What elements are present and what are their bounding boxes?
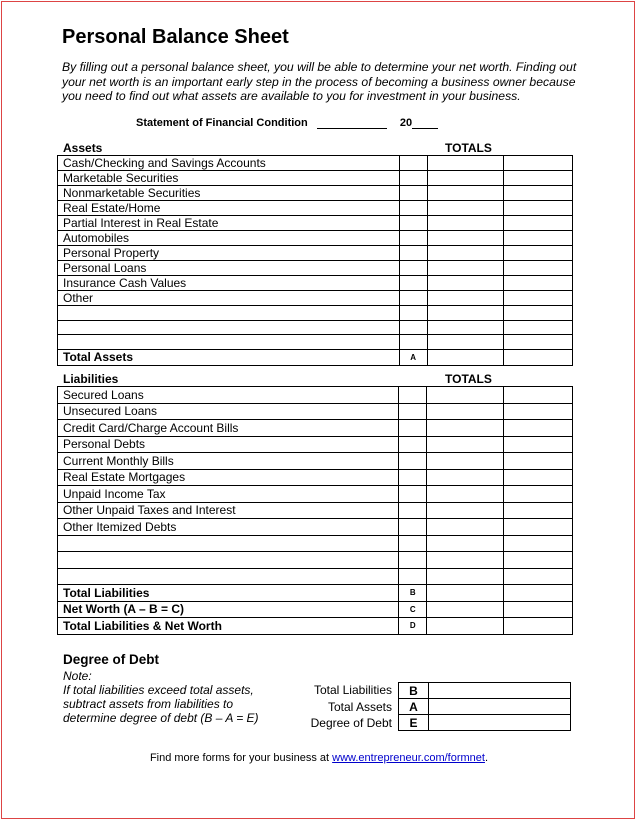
asset-row [58, 156, 573, 171]
liability-label: Current Monthly Bills [58, 453, 399, 470]
totals-cell[interactable] [427, 335, 503, 350]
total-assets-label: Total Assets [58, 349, 400, 365]
amount-cell[interactable] [399, 201, 427, 216]
totals-cell[interactable] [427, 535, 504, 552]
amount-cell[interactable] [399, 436, 427, 453]
extra-cell[interactable] [504, 156, 573, 171]
extra-cell[interactable] [504, 453, 573, 470]
totals-cell[interactable] [427, 403, 504, 420]
degree-label: Degree of Debt [310, 716, 392, 730]
asset-row [58, 335, 573, 350]
asset-label: Nonmarketable Securities [58, 186, 400, 201]
amount-cell[interactable] [399, 502, 427, 519]
totals-cell[interactable] [427, 568, 504, 585]
asset-label: Cash/Checking and Savings Accounts [58, 156, 400, 171]
totals-cell[interactable] [427, 261, 503, 276]
amount-cell[interactable] [399, 420, 427, 437]
totals-cell[interactable] [427, 231, 503, 246]
totals-cell[interactable] [427, 171, 503, 186]
extra-cell[interactable] [504, 585, 573, 602]
summary-label: Total Liabilities [58, 585, 399, 602]
liability-label [58, 568, 399, 585]
degree-row [399, 683, 571, 699]
total-marker: A [399, 349, 427, 365]
liability-label: Real Estate Mortgages [58, 469, 399, 486]
amount-cell[interactable] [399, 306, 427, 321]
totals-cell[interactable] [427, 601, 504, 618]
asset-row [58, 186, 573, 201]
amount-cell[interactable] [399, 186, 427, 201]
amount-cell[interactable] [399, 320, 427, 335]
asset-label: Other [58, 291, 400, 306]
asset-row [58, 276, 573, 291]
liabilities-totals-heading: TOTALS [445, 372, 492, 386]
degree-value-cell[interactable] [429, 699, 571, 715]
liability-label: Unsecured Loans [58, 403, 399, 420]
asset-label: Partial Interest in Real Estate [58, 216, 400, 231]
totals-cell[interactable] [427, 186, 503, 201]
amount-cell[interactable] [399, 216, 427, 231]
asset-label: Personal Loans [58, 261, 400, 276]
degree-row [399, 699, 571, 715]
amount-cell[interactable] [399, 387, 427, 404]
summary-label: Total Liabilities & Net Worth [58, 618, 399, 635]
asset-label [58, 320, 400, 335]
totals-cell[interactable] [427, 156, 503, 171]
summary-label: Net Worth (A – B = C) [58, 601, 399, 618]
liability-row [58, 469, 573, 486]
asset-row [58, 216, 573, 231]
totals-cell[interactable] [427, 276, 503, 291]
liability-summary-row [58, 618, 573, 635]
liability-row [58, 535, 573, 552]
amount-cell[interactable] [399, 469, 427, 486]
totals-cell[interactable] [427, 201, 503, 216]
extra-cell[interactable] [504, 403, 573, 420]
degree-value-cell[interactable] [429, 715, 571, 731]
asset-row [58, 261, 573, 276]
liability-label: Credit Card/Charge Account Bills [58, 420, 399, 437]
asset-row [58, 320, 573, 335]
total-marker: D [399, 618, 427, 635]
degree-key: A [399, 699, 429, 715]
asset-label: Real Estate/Home [58, 201, 400, 216]
liability-label: Secured Loans [58, 387, 399, 404]
extra-cell[interactable] [504, 335, 573, 350]
extra-cell[interactable] [504, 216, 573, 231]
liability-label [58, 552, 399, 569]
footer-suffix: . [484, 752, 489, 764]
extra-cell[interactable] [504, 568, 573, 585]
degree-key: E [399, 715, 429, 731]
degree-of-debt-title: Degree of Debt [63, 652, 160, 667]
asset-row [58, 306, 573, 321]
totals-cell[interactable] [427, 246, 503, 261]
note-text: If total liabilities exceed total assets, subtract assets from liabilities to determine degree of debt (B – A = E) [63, 683, 259, 725]
totals-cell[interactable] [427, 486, 504, 503]
extra-cell[interactable] [504, 552, 573, 569]
totals-cell[interactable] [427, 502, 504, 519]
amount-cell[interactable] [399, 171, 427, 186]
assets-table [57, 155, 573, 366]
liability-row [58, 519, 573, 536]
degree-of-debt-table [398, 682, 571, 731]
amount-cell[interactable] [399, 519, 427, 536]
asset-label [58, 335, 400, 350]
statement-year-blank [412, 117, 438, 129]
degree-label: Total Assets [327, 699, 392, 714]
extra-cell[interactable] [504, 171, 573, 186]
asset-row [58, 291, 573, 306]
asset-row [58, 231, 573, 246]
amount-cell[interactable] [399, 291, 427, 306]
totals-cell[interactable] [427, 420, 504, 437]
liability-row [58, 403, 573, 420]
total-marker: B [399, 585, 427, 602]
liability-label: Other Unpaid Taxes and Interest [58, 502, 399, 519]
liability-row [58, 552, 573, 569]
liabilities-heading: Liabilities [63, 372, 119, 386]
asset-label: Insurance Cash Values [58, 276, 400, 291]
assets-heading: Assets [63, 141, 103, 155]
balance-sheet-page [1, 1, 635, 819]
extra-cell[interactable] [504, 486, 573, 503]
statement-line [136, 117, 438, 129]
liability-row [58, 453, 573, 470]
asset-label: Automobiles [58, 231, 400, 246]
amount-cell[interactable] [399, 486, 427, 503]
liability-row [58, 387, 573, 404]
intro-paragraph: By filling out a personal balance sheet, you will be able to determine your net worth. Finding out your net worth is an important early step in the process of becoming a business owner because you need to find out what assets are available to you for investment in your business. [62, 60, 577, 103]
extra-cell[interactable] [504, 231, 573, 246]
extra-cell[interactable] [504, 349, 573, 365]
statement-label: Statement of Financial Condition [136, 117, 308, 129]
degree-key: B [399, 683, 429, 699]
totals-cell[interactable] [427, 216, 503, 231]
liability-summary-row [58, 585, 573, 602]
footer-link[interactable]: www.entrepreneur.com/formnet [332, 752, 485, 764]
extra-cell[interactable] [504, 291, 573, 306]
extra-cell[interactable] [504, 469, 573, 486]
liability-label [58, 535, 399, 552]
note-label: Note: [63, 669, 92, 683]
totals-cell[interactable] [427, 585, 504, 602]
totals-cell[interactable] [427, 618, 504, 635]
extra-cell[interactable] [504, 601, 573, 618]
extra-cell[interactable] [504, 320, 573, 335]
degree-value-cell[interactable] [429, 683, 571, 699]
extra-cell[interactable] [504, 502, 573, 519]
totals-cell[interactable] [427, 306, 503, 321]
extra-cell[interactable] [504, 246, 573, 261]
totals-cell[interactable] [427, 387, 504, 404]
extra-cell[interactable] [504, 519, 573, 536]
amount-cell[interactable] [399, 246, 427, 261]
liability-row [58, 436, 573, 453]
totals-cell[interactable] [427, 320, 503, 335]
totals-cell[interactable] [427, 552, 504, 569]
asset-label: Marketable Securities [58, 171, 400, 186]
degree-of-debt-note [63, 669, 283, 725]
extra-cell[interactable] [504, 618, 573, 635]
degree-of-debt-labels [292, 682, 392, 732]
statement-date-blank [317, 117, 387, 129]
liability-label: Unpaid Income Tax [58, 486, 399, 503]
total-assets-row [58, 349, 573, 365]
footer [2, 752, 636, 764]
assets-totals-heading: TOTALS [445, 141, 492, 155]
extra-cell[interactable] [504, 261, 573, 276]
amount-cell[interactable] [399, 403, 427, 420]
degree-label: Total Liabilities [313, 683, 392, 697]
extra-cell[interactable] [504, 420, 573, 437]
extra-cell[interactable] [504, 436, 573, 453]
extra-cell[interactable] [504, 276, 573, 291]
extra-cell[interactable] [504, 306, 573, 321]
footer-text: Find more forms for your business at [149, 752, 333, 764]
amount-cell[interactable] [399, 231, 427, 246]
liability-row [58, 502, 573, 519]
statement-year-prefix: 20 [399, 117, 413, 129]
asset-row [58, 171, 573, 186]
totals-cell[interactable] [427, 291, 503, 306]
extra-cell[interactable] [504, 201, 573, 216]
asset-label [58, 306, 400, 321]
liability-row [58, 568, 573, 585]
liability-label: Other Itemized Debts [58, 519, 399, 536]
amount-cell[interactable] [399, 335, 427, 350]
totals-cell[interactable] [427, 436, 504, 453]
amount-cell[interactable] [399, 552, 427, 569]
extra-cell[interactable] [504, 535, 573, 552]
amount-cell[interactable] [399, 535, 427, 552]
totals-cell[interactable] [427, 469, 504, 486]
amount-cell[interactable] [399, 261, 427, 276]
amount-cell[interactable] [399, 568, 427, 585]
total-marker: C [399, 601, 427, 618]
degree-row [399, 715, 571, 731]
liabilities-table [57, 386, 573, 635]
extra-cell[interactable] [504, 186, 573, 201]
totals-cell[interactable] [427, 519, 504, 536]
liability-row [58, 420, 573, 437]
liability-summary-row [58, 601, 573, 618]
totals-cell[interactable] [427, 453, 504, 470]
page-title: Personal Balance Sheet [62, 26, 289, 48]
asset-row [58, 246, 573, 261]
totals-cell[interactable] [427, 349, 503, 365]
asset-label: Personal Property [58, 246, 400, 261]
amount-cell[interactable] [399, 453, 427, 470]
extra-cell[interactable] [504, 387, 573, 404]
asset-row [58, 201, 573, 216]
amount-cell[interactable] [399, 156, 427, 171]
liability-label: Personal Debts [58, 436, 399, 453]
amount-cell[interactable] [399, 276, 427, 291]
liability-row [58, 486, 573, 503]
